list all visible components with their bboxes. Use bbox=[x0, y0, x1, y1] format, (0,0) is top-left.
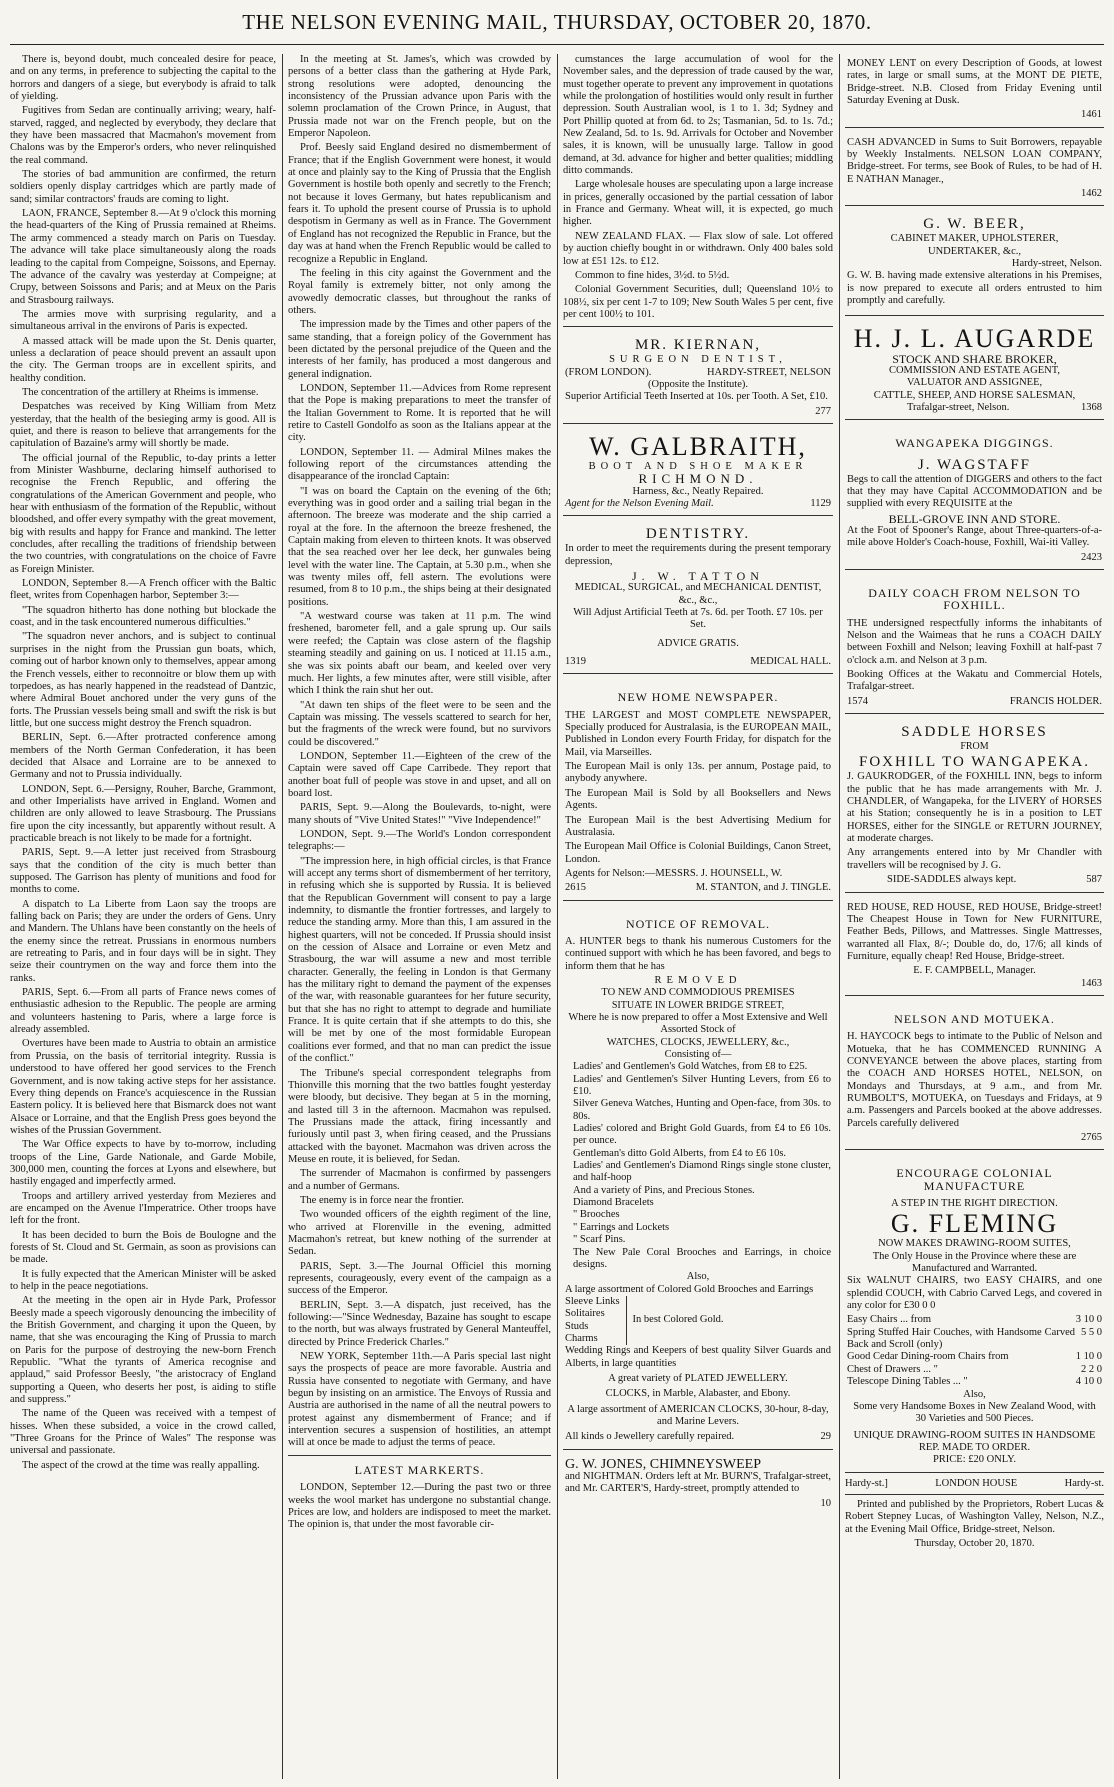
column-3 bbox=[563, 54, 833, 1779]
ad-newspaper-p1: THE LARGEST and MOST COMPLETE NEWSPAPER, Specially produced for Australasia, is the EUROPEAN MAIL, Published in London every Fourth Friday, for dispatch for the Mail, via Marseilles. bbox=[565, 709, 831, 758]
london-house-bar bbox=[845, 1478, 1104, 1495]
ad-wangapeka-heading: WANGAPEKA DIGGINGS. bbox=[895, 436, 1054, 451]
ad-motueka-text: H. HAYCOCK begs to intimate to the Public of Nelson and Motueka, that he has COMMENCED RUNNING A CONVEYANCE between the above places, starting from the COACH AND HORSES HOTEL, NELSON, on Mondays and Thursdays, at 9 a.m., and from Mr. RUMBOLT'S, MOTUEKA, on Tuesdays and Fridays, at 9 a.m. Passengers and Parcels booked at the above addresses. Parcels carefully delivered bbox=[847, 1031, 1102, 1129]
ad-galbraith bbox=[563, 429, 833, 516]
ad-coach-booking: Booking Offices at the Wakatu and Commercial Hotels, Trafalgar-street. bbox=[847, 669, 1102, 693]
article-paragraph: The surrender of Macmahon is confirmed by passengers and a number of Germans. bbox=[288, 1168, 551, 1192]
ad-redhouse-number: 1463 bbox=[1081, 977, 1102, 989]
ad-fleming-price-row bbox=[847, 1351, 1102, 1363]
ad-removal-heading: NOTICE OF REMOVAL. bbox=[625, 916, 771, 931]
ad-removal-repair: All kinds o Jewellery carefully repaired. bbox=[565, 1431, 735, 1443]
article-paragraph: LONDON, September 11.—Advices from Rome represent that the Pope is making preparations to meet the transfer of the Italian Government to Rome. It is reported that he will retire to Castell Gondolfo as soon as the Italians appear at the city. bbox=[288, 382, 551, 444]
article-paragraph: PARIS, Sept. 6.—From all parts of France news comes of enthusiastic adhesion to the Republic. The people are arming and volunteers hastening to Paris, where a large force is already assembled. bbox=[10, 987, 276, 1036]
ad-saddle-heading: SADDLE HORSES bbox=[901, 724, 1048, 741]
ad-kiernan-title: SURGEON DENTIST, bbox=[609, 354, 787, 366]
ad-galbraith-name: W. GALBRAITH, bbox=[589, 431, 807, 461]
ad-augarde-t2: COMMISSION AND ESTATE AGENT, bbox=[888, 364, 1061, 376]
ad-money-number: 1461 bbox=[1081, 109, 1102, 121]
imprint-date: Thursday, October 20, 1870. bbox=[914, 1537, 1035, 1549]
ad-fleming-unique: UNIQUE DRAWING-ROOM SUITES IN HANDSOME REP. MADE TO ORDER. bbox=[853, 1429, 1096, 1453]
masthead: THE NELSON EVENING MAIL, THURSDAY, OCTOBER 20, 1870. bbox=[242, 10, 872, 34]
ad-removal-american: A large assortment of AMERICAN CLOCKS, 30-hour, 8-day, and Marine Levers. bbox=[567, 1403, 829, 1427]
article-paragraph: Overtures have been made to Austria to obtain an armistice from Prussia, on the basis of territorial integrity. Russia is understood to have offered her good services to the French Government, and is now taking active steps for her assistance. Every thing depends on France's acquiescence in the Russian Eastern policy. It is believed here that Bismarck does not want Alsace or Lorraine, and that the English Press goes beyond the wishes of the Prussian Government. bbox=[10, 1038, 276, 1136]
masthead-rule bbox=[10, 44, 1104, 45]
article-paragraph: A dispatch to La Liberte from Laon say the troops are falling back on Paris; they are under the orders of Gens. Unry and Mandern. The Uhlans have been constantly on the heels of the enemy since the retreat. Prussians in enormous numbers are retreating to Paris, and in four days will be in sight. They seize their countrymen on the way and force them into the ranks. bbox=[10, 898, 276, 984]
ad-fleming-price-value: 3 10 0 bbox=[1075, 1314, 1102, 1326]
ad-fleming-price-row bbox=[847, 1364, 1102, 1376]
ad-removal-also: Also, bbox=[686, 1271, 710, 1283]
ad-removal-item: " Brooches bbox=[573, 1209, 620, 1221]
ad-removal-where: Where he is now prepared to offer a Most Extensive and Well Assorted Stock of bbox=[568, 1011, 828, 1036]
article-paragraph: PARIS, Sept. 9.—A letter just received from Strasbourg says that the condition of the city is much better than supposed. The Garrison has plenty of munitions and food for months to come. bbox=[10, 847, 276, 896]
article-paragraph: The War Office expects to have by to-morrow, including troops of the Line, Garde Nationale, and Garde Mobile, 300,000 men, counting the forces at Lyons and elsewhere, but hastily engaged and imperfectly armed. bbox=[10, 1139, 276, 1188]
ad-beer-trade2: UNDERTAKER, &c., bbox=[927, 245, 1022, 257]
column-divider bbox=[839, 54, 840, 1779]
ad-newspaper-number: 2615 bbox=[565, 882, 586, 894]
ad-wangapeka-name: J. WAGSTAFF bbox=[917, 456, 1032, 473]
ad-motueka-heading: NELSON AND MOTUEKA. bbox=[894, 1011, 1055, 1026]
ad-removal-items bbox=[565, 1061, 831, 1271]
ad-kiernan-from: (FROM LONDON). bbox=[565, 366, 652, 378]
ad-fleming-price-item: Easy Chairs ... from bbox=[847, 1314, 931, 1326]
ad-removal-gold-item: Charms bbox=[565, 1332, 598, 1344]
ad-removal-item: Ladies' colored and Bright Gold Guards, from £4 to £6 10s. per ounce. bbox=[573, 1123, 831, 1147]
london-house-left: Hardy-st.] bbox=[845, 1477, 888, 1489]
column-2-articles bbox=[288, 54, 551, 1450]
ad-augarde-t3: VALUATOR AND ASSIGNEE, bbox=[906, 377, 1043, 389]
ad-coach-heading: DAILY COACH FROM NELSON TO FOXHILL. bbox=[868, 585, 1081, 613]
ad-augarde-t4: CATTLE, SHEEP, AND HORSE SALESMAN, bbox=[873, 389, 1076, 401]
ad-fleming-also: Also, bbox=[963, 1388, 986, 1400]
ad-dentistry-advice: ADVICE GRATIS. bbox=[657, 637, 739, 649]
column-1-articles bbox=[10, 54, 276, 1472]
article-paragraph: The name of the Queen was received with a tempest of hisses. When these subsided, a voice in the crowd called, "Three Groans for the Prince of Wales" The response was universal and passionate. bbox=[10, 1408, 276, 1457]
ad-fleming-price-list bbox=[847, 1314, 1102, 1388]
ad-fleming-price-row bbox=[847, 1376, 1102, 1388]
article-paragraph: "A westward course was taken at 11 p.m. The wind freshened, barometer fell, and a gale sprung up. Our sails were reefed; the Captain was close astern of the flagship steaming steadily and gaining on us. I noticed at 11.15 a.m., she was six points abaft our beam, and keeled over very much. Her lights, a few minutes after, were still visible, after which I think the rain shut her out. bbox=[288, 611, 551, 697]
article-paragraph: "The squadron never anchors, and is subject to continual surprises in the night from the Prussian gun boats, which, coming out of harbor known only to themselves, appear among the French vessels, either to reconnoitre or blow them up with torpedoes, as has nearly happened in the readstead of Dantzic, where Admiral Bouet anchored under the very guns of the forts. The Prussian vessels being small and swift the risk is but little, but one success might destroy the French squadron. bbox=[10, 631, 276, 729]
separator bbox=[563, 326, 833, 327]
ad-fleming-price-value: 4 10 0 bbox=[1075, 1376, 1102, 1388]
ad-fleming-price-item: Good Cedar Dining-room Chairs from bbox=[847, 1351, 1009, 1363]
ad-fleming-boxes: Some very Handsome Boxes in New Zealand Wood, with 30 Varieties and 500 Pieces. bbox=[853, 1400, 1096, 1425]
ad-wangapeka-number: 2423 bbox=[1081, 551, 1102, 563]
markets-paragraph: Colonial Government Securities, dull; Queensland 10½ to 108½, six per cent 1-7 to 109; New South Wales 5 per cent, five per cent 100½ to 101. bbox=[563, 284, 833, 320]
ad-augarde bbox=[845, 321, 1104, 421]
article-paragraph: The feeling in this city against the Government and the Royal family is extremely bitter, not only among the avowedly democratic classes, but throughout the ranks of others. bbox=[288, 267, 551, 316]
ad-newspaper-p6: Agents for Nelson:—MESSRS. J. HOUNSELL, W. bbox=[565, 867, 783, 879]
ad-removal-to: TO NEW AND COMMODIOUS PREMISES bbox=[601, 987, 795, 999]
ad-newspaper-p7: M. STANTON, and J. TINGLE. bbox=[695, 882, 831, 894]
ad-dentistry-number: 1319 bbox=[565, 656, 586, 668]
ad-cash-number: 1462 bbox=[1081, 188, 1102, 200]
ad-removal-item: Silver Geneva Watches, Hunting and Open-face, from 30s. to 80s. bbox=[573, 1098, 831, 1122]
ad-galbraith-number: 1129 bbox=[810, 497, 831, 509]
ad-dentistry bbox=[563, 521, 833, 674]
ad-saddle-number: 587 bbox=[1086, 874, 1102, 886]
ad-removal-item: Ladies' and Gentlemen's Diamond Rings single stone cluster, and half-hoop bbox=[573, 1160, 831, 1184]
markets-paragraph: Common to fine hides, 3½d. to 5½d. bbox=[575, 269, 730, 281]
ad-removal-item: " Earrings and Lockets bbox=[573, 1221, 670, 1233]
article-paragraph: LONDON, September 11. — Admiral Milnes makes the following report of the circumstances attending the disappearance of the ironclad Captain: bbox=[288, 446, 551, 483]
ad-beer-address: Hardy-street, Nelson. bbox=[1011, 258, 1102, 270]
ad-coach-name: FRANCIS HOLDER. bbox=[1009, 695, 1102, 707]
ad-kiernan-name: MR. KIERNAN, bbox=[634, 337, 762, 354]
article-paragraph: In the meeting at St. James's, which was crowded by persons of a better class than the gathering at Hyde Park, strong resolutions were adopted, denouncing the inconsistency of the Prussian advance upon Paris with the solemn proclamation of the Crown Prince, in August, that Prussia made not war on the French people, but on the Emperor Napoleon. bbox=[288, 54, 551, 140]
ad-fleming-name: G. FLEMING bbox=[890, 1209, 1059, 1239]
ad-saddle bbox=[845, 719, 1104, 892]
article-paragraph: The Tribune's special correspondent telegraphs from Thionville this morning that the two battles fought yesterday were bloody, but decisive. They began at 5 in the morning, and lasted till 3 in the afternoon. Macmahon was repulsed. The Prussians made the attack, firing incessantly and furiously until past 3, when firing ceased, and the Prussians attacked with the bayonet. Macmahon was driven across the Meuse en route, it is believed, for Sedan. bbox=[288, 1067, 551, 1165]
ad-fleming bbox=[845, 1155, 1104, 1472]
ad-fleming-price-item: Chest of Drawers ... " bbox=[847, 1363, 938, 1375]
ad-removal-item: Diamond Bracelets bbox=[573, 1197, 654, 1209]
ad-galbraith-line2: Agent for the Nelson Evening Mail. bbox=[565, 497, 714, 509]
ad-removal-consisting: Consisting of— bbox=[664, 1049, 732, 1060]
ad-coach-number: 1574 bbox=[847, 695, 868, 707]
article-paragraph: LONDON, September 8.—A French officer with the Baltic fleet, writes from Copenhagen harbor, September 3:— bbox=[10, 578, 276, 602]
ad-removal-gold-label: In best Colored Gold. bbox=[632, 1314, 724, 1326]
ad-coach-text: THE undersigned respectfully informs the inhabitants of Nelson and the Waimeas that he runs a COACH DAILY between Foxhill and Nelson; leaving Foxhill at half-past 7 o'clock a.m. and Nelson at 3 p.m. bbox=[847, 617, 1102, 666]
article-paragraph: PARIS, Sept. 3.—The Journal Officiel this morning represents, courageously, every event of the campaign as a success of the Emperor. bbox=[288, 1260, 551, 1297]
ad-fleming-makes: NOW MAKES DRAWING-ROOM SUITES, bbox=[878, 1238, 1071, 1250]
ad-fleming-price-row bbox=[847, 1314, 1102, 1326]
article-paragraph: LONDON, Sept. 9.—The World's London correspondent telegraphs:— bbox=[288, 828, 551, 853]
article-paragraph: The armies move with surprising regularity, and a simultaneous arrival in the environs of Paris is expected. bbox=[10, 308, 276, 333]
ad-fleming-price: PRICE: £20 ONLY. bbox=[932, 1454, 1017, 1466]
ad-removal-item: The New Pale Coral Brooches and Earrings, in choice designs. bbox=[573, 1246, 831, 1270]
article-paragraph: At the meeting in the open air in Hyde Park, Professor Beesly made a speech vigorously denouncing the imbecility of the British Government, and charging it upon the Queen, by name, that she was encouraging the King of Prussia to march on Paris for the purpose of destroying the new-born French Republic. "What the tyrants of America recognise and applaud," said Professor Beesly, "the aristocracy of England supporting a Queen, who deserts her post, is aiding to stifle and suppress." bbox=[10, 1295, 276, 1406]
ad-fleming-heading: ENCOURAGE COLONIAL MANUFACTURE bbox=[896, 1166, 1053, 1193]
ad-fleming-only: The Only House in the Province where these are Manufactured and Warranted. bbox=[872, 1250, 1077, 1275]
markets-continued bbox=[563, 54, 833, 321]
ad-cash-text: CASH ADVANCED in Sums to Suit Borrowers, repayable by Weekly Instalments. NELSON LOAN COMPANY, Bridge-street. For terms, see Book of Rules, to be had of H. E NATHAN Manager., bbox=[847, 136, 1102, 185]
ad-removal-plated: A great variety of PLATED JEWELLERY. bbox=[608, 1372, 788, 1384]
ad-redhouse-manager: E. F. CAMPBELL, Manager. bbox=[913, 965, 1036, 977]
article-paragraph: "The impression here, in high official circles, is that France will accept any terms short of dismemberment of her territory, in refusing which she is supported by Russia. It is believed that the Republican Government will consent to pay a large indemnity, to dismantle the frontier fortresses, and largely to reduce the standing army. More than this, I am assured in the highest quarters, will not be conceded. If Prussia should insist on the cession of Alsace and Lorraine or even Metz and Strasbourg, the war will assume a new and most terrible character. Generally, the feeling in London is that Germany has the military right to demand the payment of the expenses of the war, with reasonable guarantees for her future security, but that she has no right to attempt to degrade and humiliate France. It is quite certain that if she attempts to do this, she will be met by one of the most formidable European coalitions ever formed, and that no man can predict the issue of the conflict." bbox=[288, 855, 551, 1065]
ad-augarde-number: 1368 bbox=[1081, 401, 1102, 413]
ad-fleming-price-item: Spring Stuffed Hair Couches, with Handsome Carved Back and Scroll (only) bbox=[847, 1326, 1075, 1351]
article-paragraph: LAON, FRANCE, September 8.—At 9 o'clock this morning the head-quarters of the King of Prussia remained at Rheims. The army commenced a steady march on Paris on Tuesday. The advance will take place simultaneously along the roads leading to the capital from Compeigne, Soissons, and Epernay. The advance of the cavalry was yesterday at Compeigne; at Crupy, between Soissons and Paris; and at Meux on the Paris and Strasbourg railways. bbox=[10, 208, 276, 306]
ad-fleming-price-item: Telescope Dining Tables ... " bbox=[847, 1376, 968, 1388]
ad-dentistry-name: J. W. TATTON bbox=[632, 569, 764, 583]
ad-removal-gold-item: Studs bbox=[565, 1320, 589, 1332]
column-1 bbox=[10, 54, 276, 1779]
column-divider bbox=[557, 54, 558, 1779]
ad-beer-text: G. W. B. having made extensive alterations in his Premises, is now prepared to execute all orders entrusted to him promptly and carefully. bbox=[847, 270, 1102, 307]
markets-paragraph: Large wholesale houses are speculating upon a large increase in prices, generally occasioned by the partial cessation of labor in France and Germany. Wheat will, it is expected, go much higher. bbox=[563, 179, 833, 228]
ad-removal-item: And a variety of Pins, and Precious Stones. bbox=[573, 1184, 755, 1196]
ad-jones-text: and NIGHTMAN. Orders left at Mr. BURN'S, Trafalgar-street, and Mr. CARTER'S, Hardy-street, promptly attended to bbox=[565, 1471, 831, 1495]
ad-jones-number: 10 bbox=[820, 1497, 831, 1509]
ad-saddle-from: FROM bbox=[960, 741, 989, 753]
ad-dentistry-heading: DENTISTRY. bbox=[645, 526, 751, 543]
ad-removal-number: 29 bbox=[820, 1431, 831, 1443]
column-4 bbox=[845, 54, 1104, 1779]
article-paragraph: Two wounded officers of the eighth regiment of the line, who arrived at Florenville in the evening, admitted Macmahon's retreat, but knew nothing of the surrender at Sedan. bbox=[288, 1209, 551, 1258]
article-paragraph: Despatches was received by King William from Metz yesterday, that the health of the besieging army is good. All is quiet, and there is reason to believe that arrangements for the capitulation of Bazaine's army will shortly be made. bbox=[10, 401, 276, 450]
article-paragraph: The aspect of the crowd at the time was really appalling. bbox=[22, 1459, 260, 1471]
ad-removal-rings: Wedding Rings and Keepers of best quality Silver Guards and Alberts, in large quantities bbox=[565, 1345, 831, 1369]
article-paragraph: Troops and artillery arrived yesterday from Mezieres and are encamped on the Avenue l'Imperatrice. Other troops have left for the front. bbox=[10, 1190, 276, 1227]
article-paragraph: There is, beyond doubt, much concealed desire for peace, and on any terms, in preference to subjecting the capital to the horrors and dangers of a siege, but everybody is afraid to talk of yielding. bbox=[10, 54, 276, 103]
markets-paragraph: cumstances the large accumulation of wool for the November sales, and the depression of trade caused by the war, must together operate to prevent any improvement in quotations while the prolongation of hostilities would only result in further depression. South Australian wool, is 1 to 1. 3d; Sydney and Port Phillip quoted at from 6d. to 2s; Tasmanian, 5d. to 1s. 7d.; New Zealand, 5d. to 1s. 9d. Arrivals for October and November sales, it is known, will be unusually large. Tallow in good demand, at 3d. advance for higher and better qualities; middling ditto commands. bbox=[563, 54, 833, 177]
ad-fleming-offer: Six WALNUT CHAIRS, two EASY CHAIRS, and one splendid COUCH, with Cabrio Carved Legs, and covered in any color for £30 0 0 bbox=[847, 1275, 1102, 1312]
ad-galbraith-trade: BOOT AND SHOE MAKER bbox=[588, 460, 808, 472]
ad-newspaper-p3: The European Mail is Sold by all Booksellers and News Agents. bbox=[565, 787, 831, 812]
ad-augarde-t1: STOCK AND SHARE BROKER, bbox=[892, 351, 1057, 366]
article-paragraph: The concentration of the artillery at Rheims is immense. bbox=[22, 386, 259, 398]
article-paragraph: The enemy is in force near the frontier. bbox=[300, 1194, 464, 1206]
ad-saddle-text2: Any arrangements entered into by Mr Chandler with travellers will be recognised by J. G. bbox=[847, 847, 1102, 871]
article-paragraph: The stories of bad ammunition are confirmed, the return soldiers openly display cartridges which are partly made of sand; similar contractors' frauds are coming to light. bbox=[10, 169, 276, 205]
ad-redhouse bbox=[845, 898, 1104, 996]
ad-fleming-price-value: 2 2 0 bbox=[1081, 1363, 1102, 1375]
ad-fleming-price-value: 5 5 0 bbox=[1081, 1326, 1102, 1338]
ad-kiernan-number: 277 bbox=[815, 405, 831, 417]
article-paragraph: "The squadron hitherto has done nothing but blockade the coast, and in the task encountered numerous difficulties." bbox=[10, 604, 276, 629]
ad-newspaper bbox=[563, 679, 833, 900]
ad-removal-intro: A. HUNTER begs to thank his numerous Customers for the continued support with which he has been favored, and begs to inform them that he has bbox=[565, 935, 831, 972]
ad-kiernan-opposite: (Opposite the Institute). bbox=[647, 378, 749, 390]
london-house-center: LONDON HOUSE bbox=[935, 1477, 1018, 1489]
ad-removal-stock: WATCHES, CLOCKS, JEWELLERY, &c., bbox=[606, 1036, 790, 1048]
ad-newspaper-p4: The European Mail is the best Advertising Medium for Australasia. bbox=[565, 814, 831, 838]
ad-money-text: MONEY LENT on every Description of Goods, at lowest rates, in large or small sums, at the MONT DE PIETE, Bridge-street. N.B. Closed from Friday Evening until Saturday Evening at Dusk. bbox=[847, 58, 1102, 107]
column-divider bbox=[282, 54, 283, 1779]
article-paragraph: Prof. Beesly said England desired no dismemberment of France; that if the English Government were honest, it would at once and plainly say to the King of Prussia that the English Government is hostile both openly and secretly to the French; not because it loves Germany, but hates republicanism and fears it. To uphold the present course of Prussia is to uphold despotism in Germany as well as in France. The Government of England has not recognized the Republic in France, but the day was at hand when the French Republic would be called to recognize a Republic in England. bbox=[288, 142, 551, 265]
ad-removal-situate: SITUATE IN LOWER BRIDGE STREET, bbox=[611, 999, 785, 1011]
ad-jones bbox=[563, 1455, 833, 1515]
ad-dentistry-text: In order to meet the requirements during the present temporary depression, bbox=[565, 543, 831, 567]
ad-wangapeka-inn: BELL-GROVE INN AND STORE. bbox=[888, 511, 1061, 526]
ad-removal-item: Ladies' and Gentlemen's Silver Hunting Levers, from £6 to £10. bbox=[573, 1073, 831, 1098]
ad-augarde-name: H. J. L. AUGARDE bbox=[853, 323, 1096, 353]
ad-dentistry-trade: MEDICAL, SURGICAL, and MECHANICAL DENTIST, &c., &c., bbox=[574, 582, 822, 606]
ad-money bbox=[845, 54, 1104, 128]
ad-wangapeka-foot: At the Foot of Spooner's Range, about Three-quarters-of-a-mile above Holder's Coach-house, Foxhill, Wai-iti Valley. bbox=[847, 524, 1102, 549]
article-paragraph: Fugitives from Sedan are continually arriving; weary, half-starved, ragged, and neglected by everybody, they declare that they have been massacred that Macmahon's movement from Chalons was by the Emperor's orders, who never relinquished the real command. bbox=[10, 105, 276, 166]
article-paragraph: "I was on board the Captain on the evening of the 6th; everything was in good order and a sailing trial began in the afternoon. The breeze was moderate and the ship carried a royal at the fore. In the afternoon the breeze freshened, the Captain making from eleven to thirteen knots. It was observed that the sea reached over her lee deck, her gunwales being level with the water line. The Captain, at 5.30 p.m., when she was twenty miles off, fell astern. The evolutions were resumed, from 8 to 10 p.m., the ships being at their designated positions. bbox=[288, 485, 551, 608]
article-paragraph: The impression made by the Times and other papers of the same standing, that a foreign policy of the Government has been dictated by the personal prejudice of the Queen and the interests of her family, has produced a most dangerous and general indignation. bbox=[288, 319, 551, 380]
ad-saddle-heading2: FOXHILL TO WANGAPEKA. bbox=[858, 754, 1091, 771]
article-paragraph: LONDON, Sept. 6.—Persigny, Rouher, Barche, Grammont, and other Imperialists have arrived in England. Women and children are only allowed to leave Strasbourg. The Prussians fire upon the city incessantly, but apparently without result. A practicable breach is not likely to be made for a fortnight. bbox=[10, 783, 276, 844]
ad-kiernan bbox=[563, 332, 833, 424]
ad-cash bbox=[845, 133, 1104, 207]
ad-newspaper-p5: The European Mail Office is Colonial Buildings, Canon Street, London. bbox=[565, 841, 831, 865]
markets-paragraph: NEW ZEALAND FLAX. — Flax slow of sale. Lot offered by auction chiefly bought in or withdrawn. Only 400 bales sold low at £51 12s. to £12. bbox=[563, 230, 833, 267]
article-paragraph: It has been decided to burn the Bois de Boulogne and the forests of St. Cloud and St. Germain, as soon as provisions can be made. bbox=[10, 1229, 276, 1266]
ad-beer-trade1: CABINET MAKER, UPHOLSTERER, bbox=[890, 233, 1059, 245]
article-paragraph: It is fully expected that the American Minister will be asked to help in the peace negotiations. bbox=[10, 1268, 276, 1292]
markets-paragraph: LONDON, September 12.—During the past two or three weeks the wool market has undergone no substantial change. Prices are low, and holders are indisposed to meet the market. The opinion is, that under the most favorable cir- bbox=[288, 1482, 551, 1531]
ad-wangapeka bbox=[845, 425, 1104, 570]
london-house-right: Hardy-st. bbox=[1064, 1477, 1104, 1489]
ad-removal-removed: REMOVED bbox=[654, 974, 742, 986]
ad-dentistry-hall: MEDICAL HALL. bbox=[750, 656, 831, 668]
ad-wangapeka-text: Begs to call the attention of DIGGERS and others to the fact that they may have Capital ACCOMMODATION and be supplied with every REQUISITE at the bbox=[847, 473, 1102, 510]
ad-galbraith-line1: Harness, &c., Neatly Repaired. bbox=[632, 485, 764, 497]
ad-newspaper-heading: NEW HOME NEWSPAPER. bbox=[617, 690, 779, 705]
ad-fleming-price-row bbox=[847, 1327, 1102, 1352]
article-paragraph: "At dawn ten ships of the fleet were to be seen and the Captain was missing. The vessels scattered to search for her, but the fragments of the wreck were found, but no survivors could be discovered." bbox=[288, 699, 551, 748]
article-paragraph: A massed attack will be made upon the St. Denis quarter, unless a declaration of peace should prevent an assault upon the city. The German troops are in excellent spirits, and healthy condition. bbox=[10, 335, 276, 384]
ad-fleming-step: A STEP IN THE RIGHT DIRECTION. bbox=[891, 1198, 1058, 1210]
article-paragraph: BERLIN, Sept. 6.—After protracted conference among members of the North German Confederation, it has been decided that Alsace and Lorraine are to be annexed to Germany and not to Prussia individually. bbox=[10, 732, 276, 781]
ad-removal-gold-item: Sleeve Links bbox=[565, 1295, 620, 1307]
ad-beer bbox=[845, 211, 1104, 315]
ad-motueka bbox=[845, 1001, 1104, 1150]
ad-augarde-address: Trafalgar-street, Nelson. bbox=[907, 401, 1010, 413]
ad-dentistry-offer: Will Adjust Artificial Teeth at 7s. 6d. per Tooth. £7 10s. per Set. bbox=[573, 607, 823, 631]
markets-heading: LATEST MARKERTS. bbox=[354, 1462, 485, 1477]
article-paragraph: PARIS, Sept. 9.—Along the Boulevards, to-night, were many shouts of "Vive United States!" "Vive Independence!" bbox=[288, 802, 551, 826]
ad-motueka-number: 2765 bbox=[1081, 1132, 1102, 1143]
ad-removal-item: Ladies' and Gentlemen's Gold Watches, from £8 to £25. bbox=[573, 1061, 808, 1073]
ad-saddle-saddles: SIDE-SADDLES always kept. bbox=[887, 874, 1017, 886]
imprint: Printed and published by the Proprietors, Robert Lucas & Robert Stepney Lucas, of Washington Valley, Nelson, N.Z., at the Evening Mail Office, Bridge-street, Nelson. bbox=[845, 1498, 1104, 1535]
ad-removal-gold-group bbox=[565, 1296, 831, 1345]
article-paragraph: LONDON, September 11.—Eighteen of the crew of the Captain were saved off Cape Carribede. They report that another boat full of people was stove in and upset, and all on board lost. bbox=[288, 750, 551, 799]
ad-kiernan-address: HARDY-STREET, NELSON bbox=[706, 366, 831, 378]
ad-removal bbox=[563, 906, 833, 1450]
article-paragraph: BERLIN, Sept. 3.—A dispatch, just received, has the following:—"Since Wednesday, Bazaine has sought to escape to the north, but was always frustrated by General Manteuffel, directed by Prince Frederick Charles." bbox=[288, 1299, 551, 1348]
ad-fleming-price-value: 1 10 0 bbox=[1075, 1351, 1102, 1363]
ad-removal-item: Gentleman's ditto Gold Alberts, from £4 to £6 10s. bbox=[573, 1147, 787, 1159]
separator bbox=[288, 1455, 551, 1456]
ad-removal-clocks: CLOCKS, in Marble, Alabaster, and Ebony. bbox=[605, 1388, 791, 1400]
column-2 bbox=[288, 54, 551, 1779]
ad-galbraith-place: RICHMOND. bbox=[638, 471, 758, 487]
ad-removal-gold-items bbox=[565, 1296, 627, 1345]
ad-redhouse-text: RED HOUSE, RED HOUSE, RED HOUSE, Bridge-street! The Cheapest House in Town for New FURNITURE, Feather Beds, Pillows, and Mattresses. Single Mattresses, warranted all Flax, 8/-; Double do, do, 17/6; all kinds of Furniture, equally cheap! Red House, Bridge-street. bbox=[847, 901, 1102, 962]
ad-saddle-text: J. GAUKRODGER, of the FOXHILL INN, begs to inform the public that he has made arrangements with Mr. J. CHANDLER, of Wangapeka, for the LIVERY of HORSES at his Station; consequently he is in a position to LET HORSES, either for the SINGLE or RETURN JOURNEY, at moderate charges. bbox=[847, 771, 1102, 845]
ad-coach bbox=[845, 575, 1104, 714]
ad-removal-gold-item: Solitaires bbox=[565, 1308, 605, 1320]
article-paragraph: The official journal of the Republic, to-day prints a letter from Minister Washburne, declaring himself authorised to recognise the French Republic, and offering the congratulations of the American Government and people, who hear with enthusiasm of the formation of the Republic, without bloodshed, and offer every sympathy with the great movement, big with results and happy for France and mankind. The letter concludes, after recalling the traditions of friendship between the two countries, with congratulations on the choice of Favre as Foreign Minister. bbox=[10, 452, 276, 575]
ad-removal-item: " Scarf Pins. bbox=[573, 1234, 626, 1246]
ad-jones-name: G. W. JONES, CHIMNEYSWEEP bbox=[565, 1456, 762, 1472]
ad-beer-name: G. W. BEER, bbox=[923, 216, 1026, 233]
ad-removal-assort: A large assortment of Colored Gold Brooches and Earrings bbox=[565, 1283, 814, 1295]
article-paragraph: NEW YORK, September 11th.—A Paris special last night says the prospects of peace are more favorable. Austria and Russia have consented to negotiate with Germany, and have begun by insisting on an armistice. The Envoys of Russia and Austria are authorised in the name of all the neutral powers to protest against any dismemberment of France; and if intervention secures a suspension of hostilities, an attempt will at once be made to adjust the terms of peace. bbox=[288, 1351, 551, 1449]
ad-kiernan-text: Superior Artificial Teeth Inserted at 10s. per Tooth. A Set, £10. bbox=[565, 391, 828, 403]
ad-newspaper-p2: The European Mail is only 13s. per annum, Postage paid, to anybody anywhere. bbox=[565, 761, 831, 785]
